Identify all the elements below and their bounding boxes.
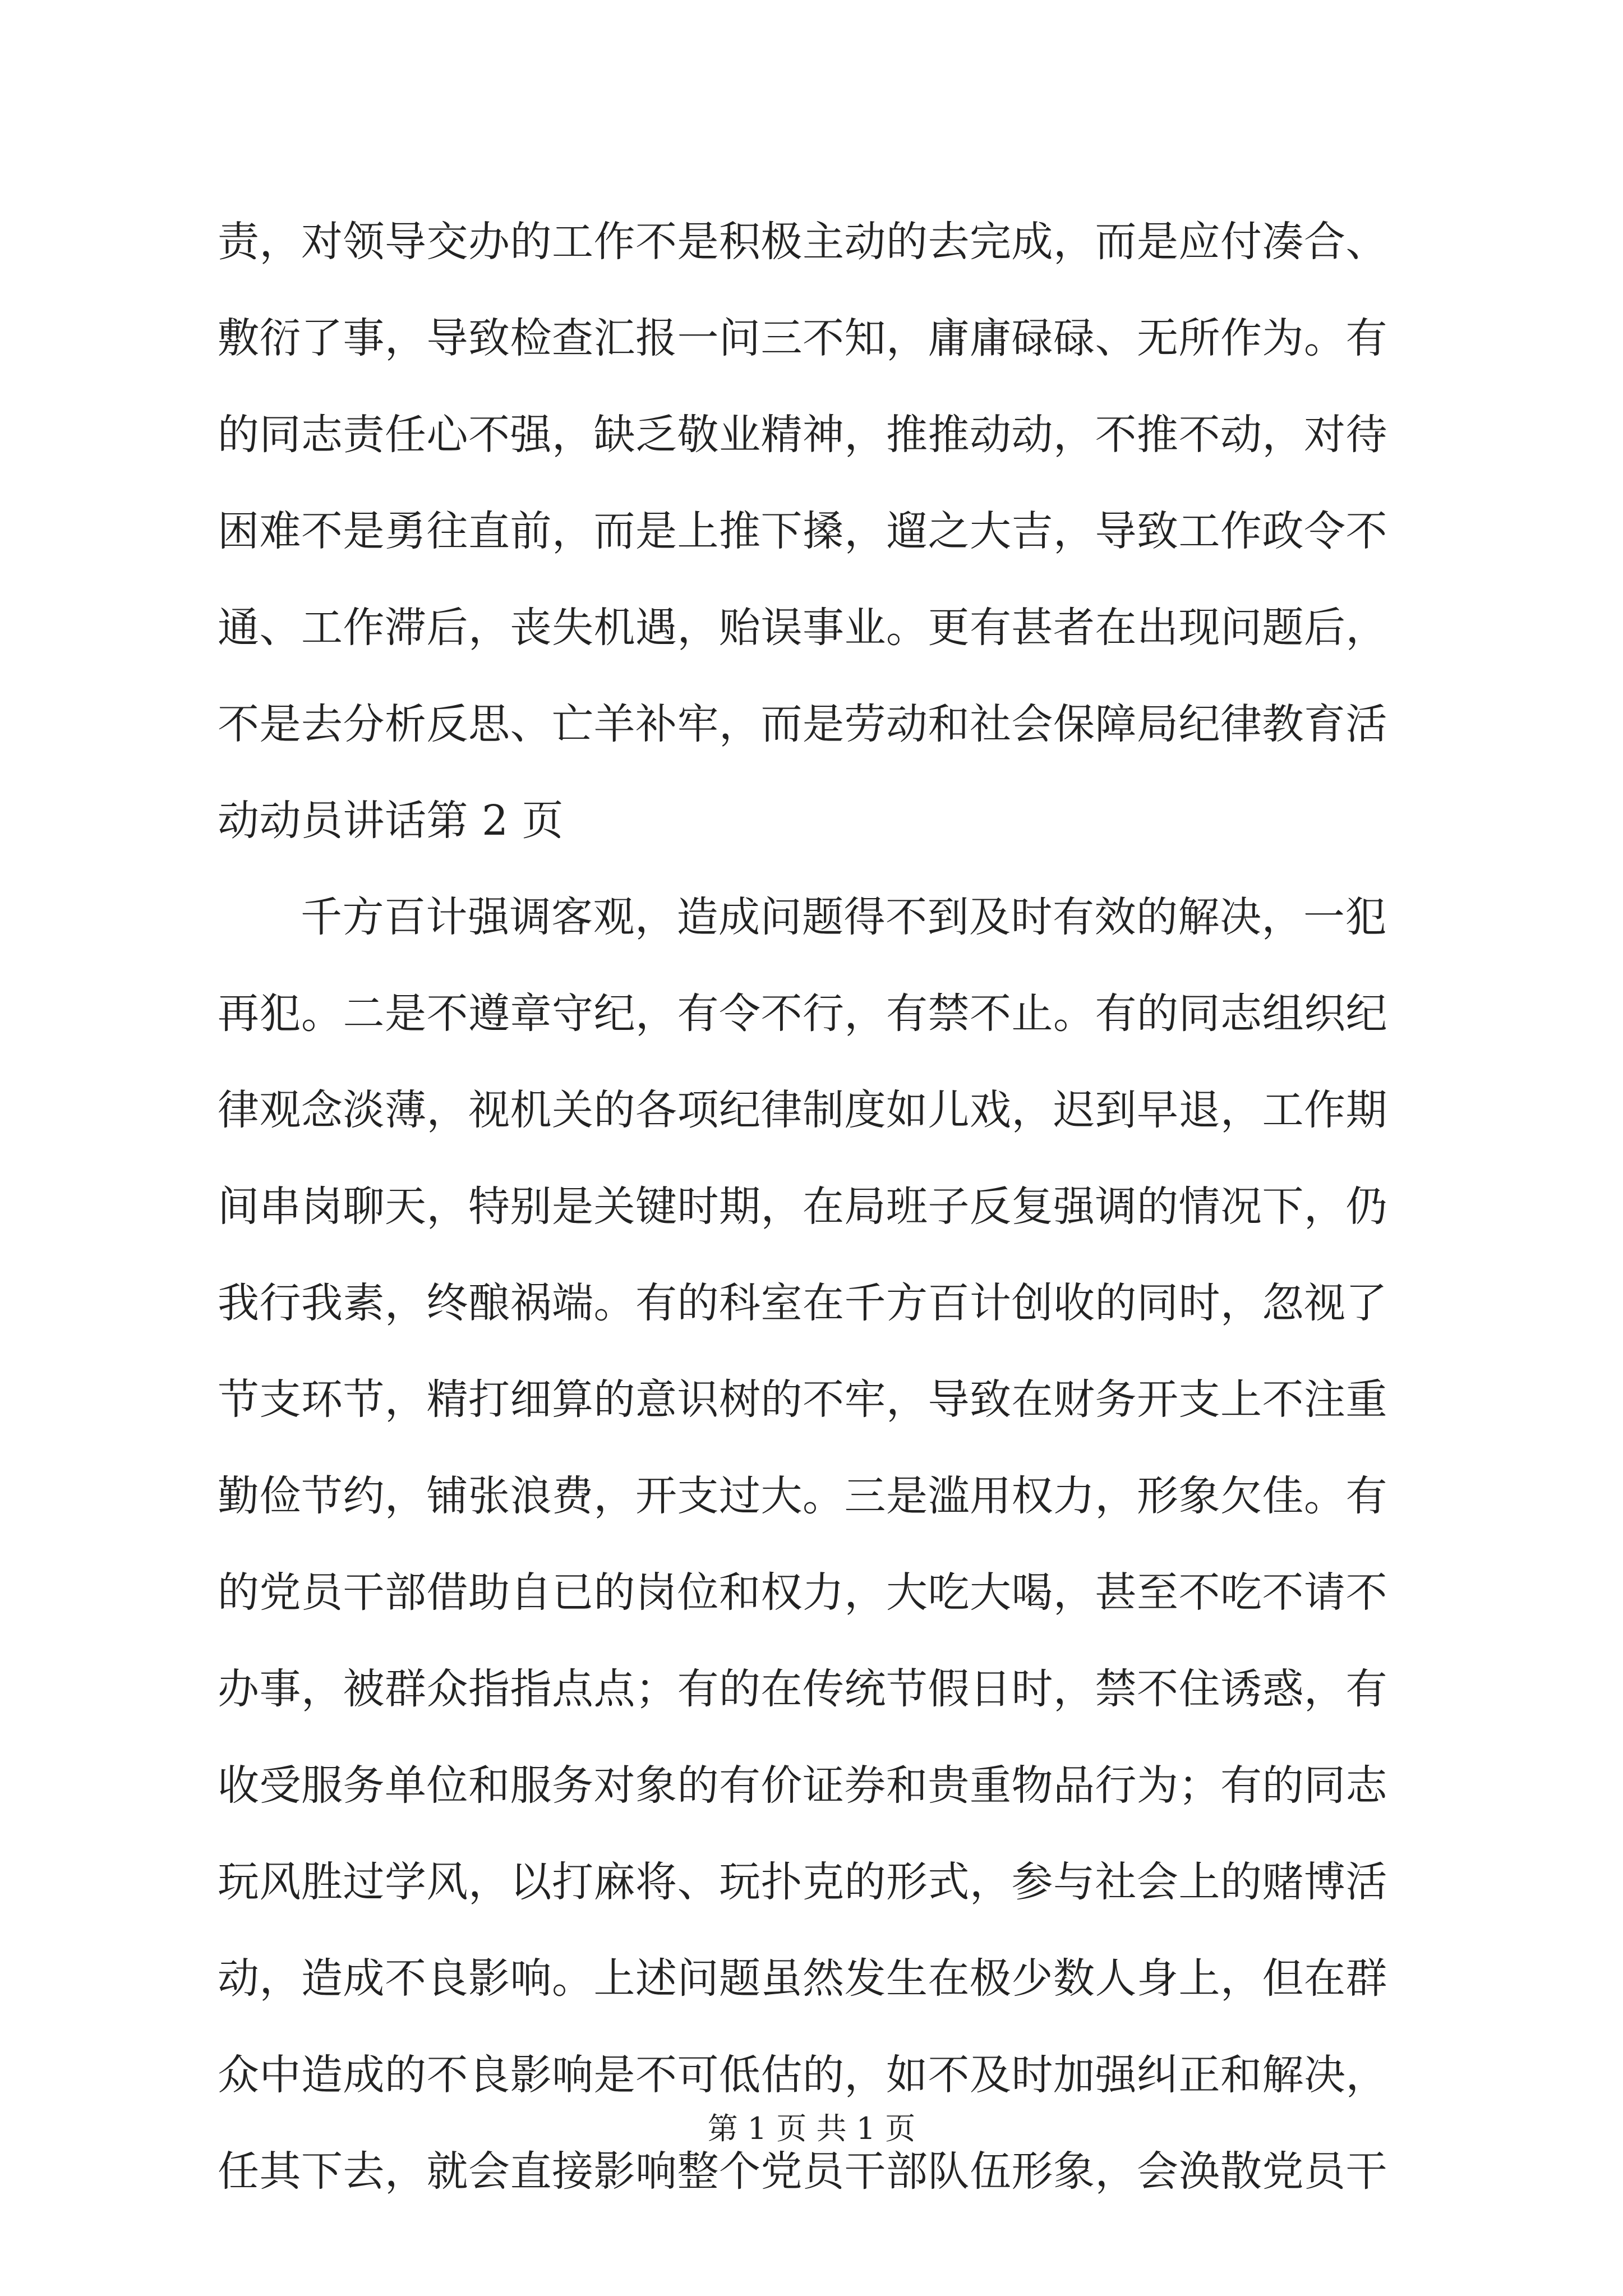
text-line: 间串岗聊天，特别是关键时期，在局班子反复强调的情况下，仍 [218, 1182, 1387, 1231]
paragraph-first-line: 千方百计强调客观，造成问题得不到及时有效的解决，一犯 [301, 893, 1387, 941]
text-line: 动，造成不良影响。上述问题虽然发生在极少数人身上，但在群 [218, 1954, 1387, 2003]
text-line: 敷衍了事，导致检查汇报一问三不知，庸庸碌碌、无所作为。有 [218, 314, 1387, 362]
text-line: 众中造成的不良影响是不可低估的，如不及时加强纠正和解决， [218, 2051, 1387, 2099]
text-line: 勤俭节约，铺张浪费，开支过大。三是滥用权力，形象欠佳。有 [218, 1472, 1387, 1520]
page-number: 第 1 页 共 1 页 [707, 2111, 916, 2146]
text-line: 律观念淡薄，视机关的各项纪律制度如儿戏，迟到早退，工作期 [218, 1086, 1387, 1134]
text-line: 通、工作滞后，丧失机遇，贻误事业。更有甚者在出现问题后， [218, 604, 1387, 652]
text-line: 再犯。二是不遵章守纪，有令不行，有禁不止。有的同志组织纪 [218, 990, 1387, 1038]
text-line: 困难不是勇往直前，而是上推下搡，遛之大吉，导致工作政令不 [218, 507, 1387, 555]
text-line: 玩风胜过学风，以打麻将、玩扑克的形式，参与社会上的赌博活 [218, 1858, 1387, 1906]
text-line: 办事，被群众指指点点；有的在传统节假日时，禁不住诱惑，有 [218, 1665, 1387, 1713]
text-line: 动动员讲话第 2 页 [218, 797, 564, 845]
page-footer [0, 2106, 1623, 2151]
text-line: 的同志责任心不强，缺乏敬业精神，推推动动，不推不动，对待 [218, 411, 1387, 459]
text-line: 任其下去，就会直接影响整个党员干部队伍形象，会涣散党员干 [218, 2147, 1387, 2196]
text-line: 的党员干部借助自已的岗位和权力，大吃大喝，甚至不吃不请不 [218, 1568, 1387, 1617]
text-line: 我行我素，终酿祸端。有的科室在千方百计创收的同时，忽视了 [218, 1279, 1387, 1327]
text-line: 责，对领导交办的工作不是积极主动的去完成，而是应付凑合、 [218, 218, 1387, 266]
text-line: 收受服务单位和服务对象的有价证券和贵重物品行为；有的同志 [218, 1761, 1387, 1810]
body-text [218, 194, 1418, 2220]
text-line: 不是去分析反思、亡羊补牢，而是劳动和社会保障局纪律教育活 [218, 700, 1387, 748]
text-line: 节支环节，精打细算的意识树的不牢，导致在财务开支上不注重 [218, 1375, 1387, 1424]
